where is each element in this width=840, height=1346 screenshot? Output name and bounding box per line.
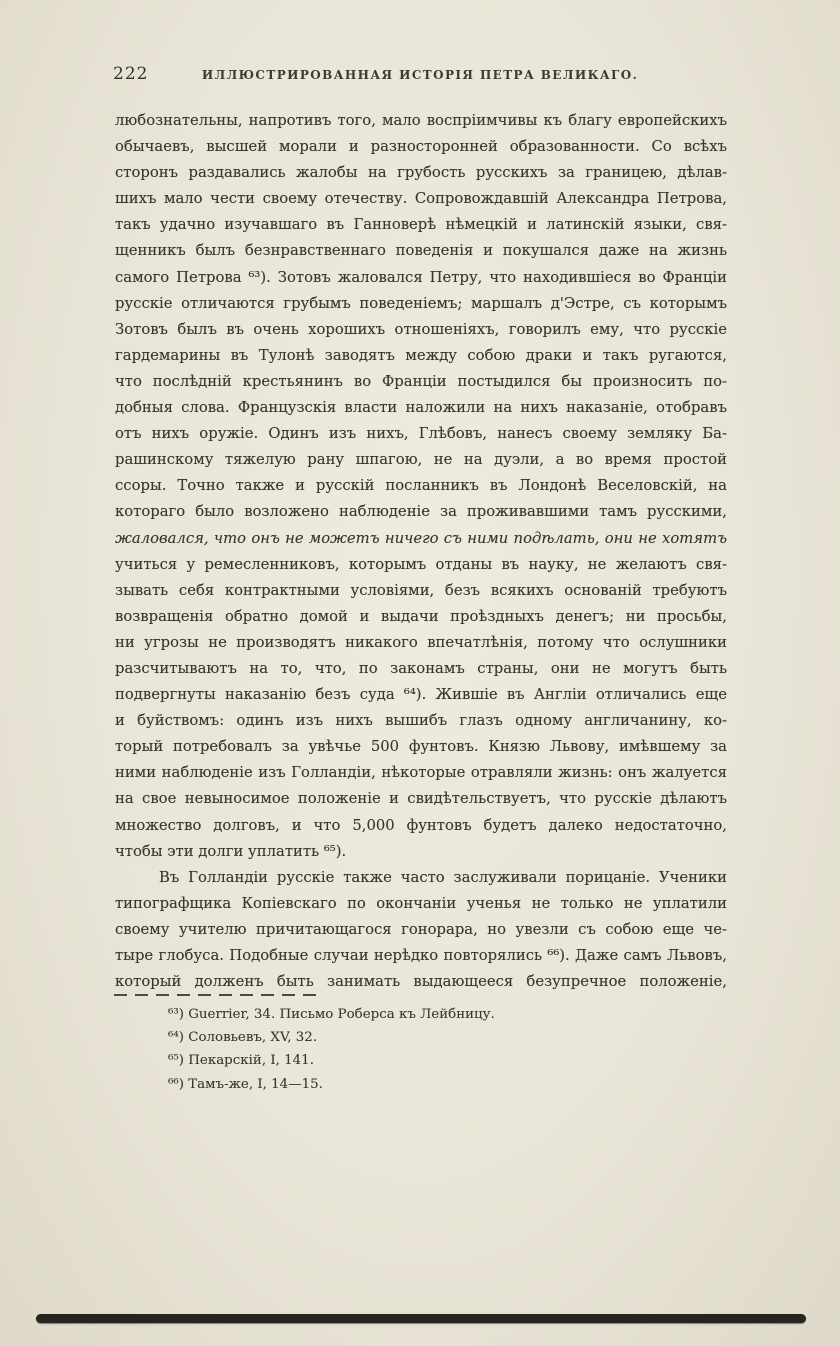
footnote-separator <box>114 994 319 996</box>
text-line: подвергнуты наказанію безъ суда ⁶⁴). Жившіе въ Англіи отличались еще <box>115 686 727 704</box>
text-line: своему учителю причитающагося гонорара, но увезли съ собою еще че- <box>115 920 727 938</box>
text-line: такъ удачно изучавшаго въ Ганноверѣ нѣмецкій и латинскій языки, свя- <box>115 216 727 234</box>
footnote-line: ⁶⁵) Пекарскій, I, 141. <box>168 1053 314 1069</box>
text-line: множество долговъ, и что 5,000 фунтовъ будетъ далеко недостаточно, <box>115 816 727 834</box>
text-line: ни угрозы не производятъ никакого впечатлѣнія, потому что ослушники <box>115 633 727 651</box>
text-line: шихъ мало чести своему отечеству. Сопровождавшій Александра Петрова, <box>115 190 727 208</box>
text-line: сторонъ раздавались жалобы на грубость русскихъ за границею, дѣлав- <box>115 164 727 182</box>
footnotes <box>168 1003 720 1096</box>
text-line: котораго было возложено наблюденіе за проживавшими тамъ русскими, <box>115 503 727 521</box>
text-line: русскіе отличаются грубымъ поведеніемъ; маршалъ д'Эстре, съ которымъ <box>115 294 727 312</box>
text-line: обычаевъ, высшей морали и разносторонней образованности. Со всѣхъ <box>115 138 727 156</box>
text-line: любознательны, напротивъ того, мало воспріимчивы къ благу европейскихъ <box>115 112 727 129</box>
text-line: что послѣдній крестьянинъ во Франціи постыдился бы произносить по- <box>115 372 727 390</box>
body-text <box>115 108 727 995</box>
running-title: ИЛЛЮСТРИРОВАННАЯ ИСТОРІЯ ПЕТРА ВЕЛИКАГО. <box>201 68 639 82</box>
text-line: Зотовъ былъ въ очень хорошихъ отношеніяхъ, говорилъ ему, что русскіе <box>115 320 727 338</box>
text-line: добныя слова. Французскія власти наложили на нихъ наказаніе, отобравъ <box>115 399 727 417</box>
text-line: Въ Голландіи русскіе также часто заслуживали порицаніе. Ученики <box>159 868 727 886</box>
text-line: зывать себя контрактными условіями, безъ всякихъ основаній требуютъ <box>115 581 727 599</box>
page-header <box>0 64 840 86</box>
text-line: тыре глобуса. Подобные случаи нерѣдко повторялись ⁶⁶). Даже самъ Львовъ, <box>115 947 727 964</box>
page-bottom-rule <box>36 1314 806 1323</box>
text-line: отъ нихъ оружіе. Одинъ изъ нихъ, Глѣбовъ, нанесъ своему земляку Ба- <box>115 425 727 443</box>
footnote-line: ⁶⁶) Тамъ-же, I, 14—15. <box>168 1076 323 1092</box>
text-line: торый потребовалъ за увѣчье 500 фунтовъ. Князю Львову, имѣвшему за <box>115 738 727 756</box>
text-line: возвращенія обратно домой и выдачи проѣздныхъ денегъ; ни просьбы, <box>115 607 727 625</box>
text-line: чтобы эти долги уплатить ⁶⁵). <box>115 842 347 860</box>
text-line: и буйствомъ: одинъ изъ нихъ вышибъ глазъ одному англичанину, ко- <box>115 712 727 730</box>
text-line: ними наблюденіе изъ Голландіи, нѣкоторые отравляли жизнь: онъ жалуется <box>115 764 727 782</box>
text-line: типографщика Копіевскаго по окончаніи ученья не только не уплатили <box>115 894 727 912</box>
text-line: который долженъ быть занимать выдающееся безупречное положеніе, <box>115 973 727 991</box>
text-line: гардемарины въ Тулонѣ заводятъ между собою драки и такъ ругаются, <box>115 346 727 364</box>
text-line: щенникъ былъ безнравственнаго поведенія и покушался даже на жизнь <box>115 242 727 260</box>
text-line: учиться у ремесленниковъ, которымъ отданы въ науку, не желаютъ свя- <box>115 555 727 573</box>
footnote-line: ⁶³) Guerrier, 34. Письмо Роберса къ Лейбницу. <box>168 1007 495 1022</box>
footnote-line: ⁶⁴) Соловьевъ, XV, 32. <box>168 1030 318 1046</box>
text-line: ссоры. Точно также и русскій посланникъ въ Лондонѣ Веселовскій, на <box>115 477 727 495</box>
text-line: рашинскому тяжелую рану шпагою, не на дуэли, а во время простой <box>115 451 727 469</box>
text-line: на свое невыносимое положеніе и свидѣтельствуетъ, что русскіе дѣлаютъ <box>115 790 727 808</box>
text-line: самого Петрова ⁶³). Зотовъ жаловался Петру, что находившіеся во Франціи <box>115 268 727 286</box>
text-line: разсчитываютъ на то, что, по законамъ страны, они не могутъ быть <box>115 659 727 677</box>
page-number: 222 <box>113 64 149 84</box>
text-line: жаловался, что онъ не можетъ ничего съ ними подѣлать, они не хотятъ <box>115 529 727 547</box>
